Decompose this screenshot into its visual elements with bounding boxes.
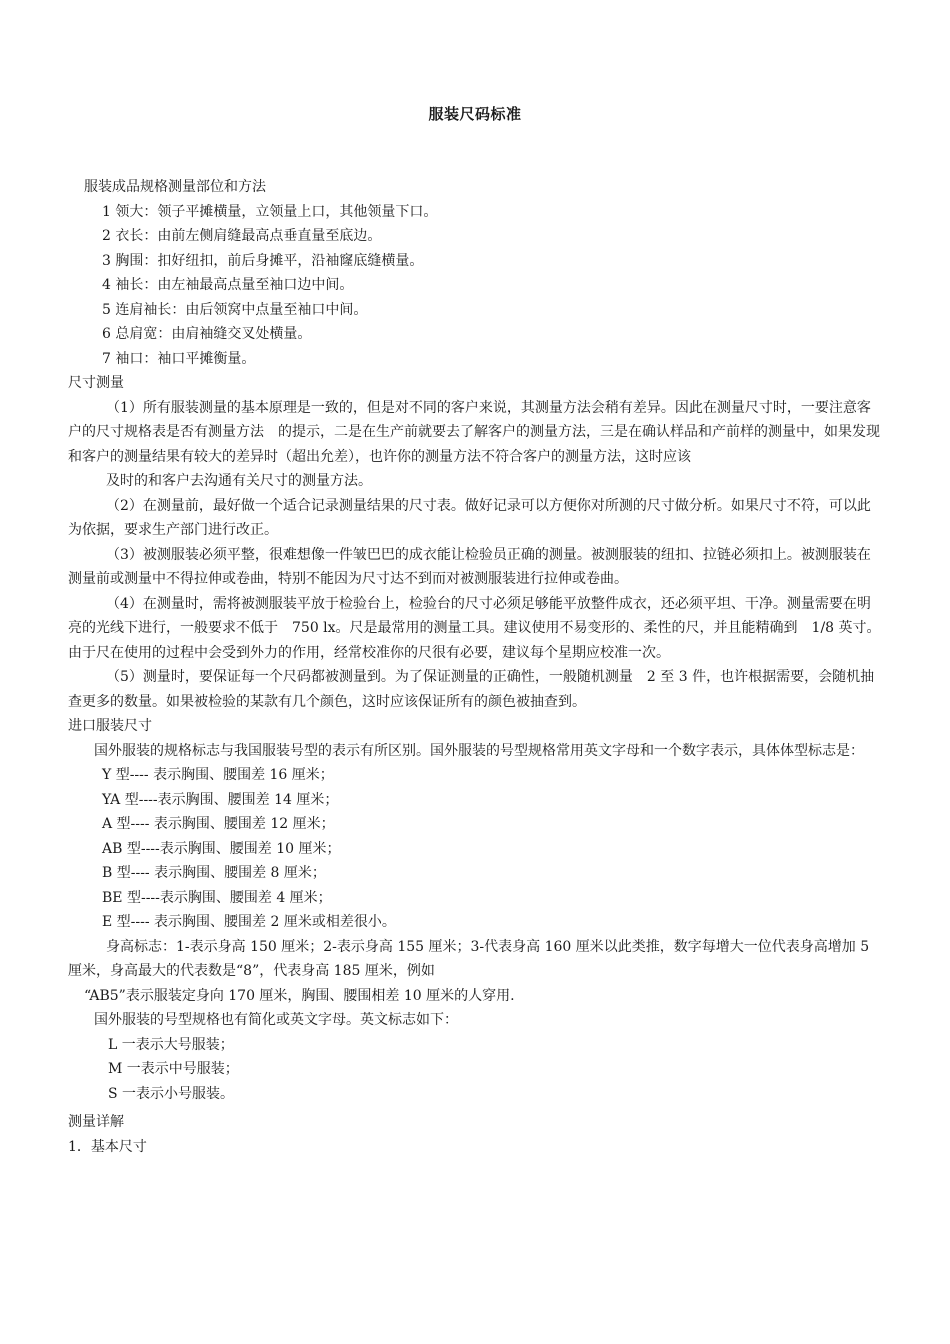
type-item: Y 型---- 表示胸围、腰围差 16 厘米；: [102, 767, 334, 783]
type-item: E 型---- 表示胸围、腰围差 2 厘米或相差很小。: [102, 914, 396, 930]
paragraph: （2）在测量前，最好做一个适合记录测量结果的尺寸表。做好记录可以方便你对所测的尺寸做分析。如果尺寸不符，可以此为依据，要求生产部门进行改正。: [68, 497, 871, 538]
list-item: 3 胸围：扣好纽扣，前后身摊平，沿袖窿底缝横量。: [102, 252, 424, 269]
document-body: [68, 175, 883, 1159]
list-item: 1 领大：领子平摊横量，立领量上口，其他领量下口。: [102, 203, 438, 220]
section-heading-imported-sizes: 进口服装尺寸: [68, 718, 152, 734]
paragraph: （5）测量时，要保证每一个尺码都被测量到。为了保证测量的正确性，一般随机测量 2 至 3 件，也许根据需要，会随机抽查更多的数量。如果被检验的某款有几个颜色，这时应该保证所有的颜色被抽查到。: [68, 669, 875, 710]
list-item: 7 袖口：袖口平摊衡量。: [102, 350, 256, 367]
paragraph: 身高标志：1-表示身高 150 厘米；2-表示身高 155 厘米；3-代表身高 160 厘米以此类推，数字每增大一位代表身高增加 5 厘米，身高最大的代表数是“8”，代表身高 185 厘米，例如: [68, 938, 870, 979]
paragraph: “AB5”表示服装定身向 170 厘米，胸围、腰围相差 10 厘米的人穿用.: [84, 987, 515, 1004]
subheading-basic-size: 1．基本尺寸: [68, 1138, 147, 1155]
list-item: 2 衣长：由前左侧肩缝最高点垂直量至底边。: [102, 228, 382, 244]
type-item: YA 型----表示胸围、腰围差 14 厘米；: [102, 791, 339, 808]
type-item: A 型---- 表示胸围、腰围差 12 厘米；: [102, 816, 335, 832]
paragraph: 国外服装的号型规格也有简化或英文字母。英文标志如下：: [94, 1012, 458, 1028]
paragraph: （3）被测服装必须平整，很难想像一件皱巴巴的成衣能让检验员正确的测量。被测服装的纽扣、拉链必须扣上。被测服装在测量前或测量中不得拉伸或卷曲，特别不能因为尺寸达不到而对被测服装进行拉伸或卷曲。: [68, 546, 871, 587]
list-item: 6 总肩宽：由肩袖缝交叉处横量。: [102, 326, 312, 342]
paragraph: （4）在测量时，需将被测服装平放于检验台上，检验台的尺寸必须足够能平放整件成衣，还必须平坦、干净。测量需要在明亮的光线下进行，一般要求不低于 750 lx。尺是最常用的测量工具。建议使用不易变形的、柔性的尺，并且能精确到 1/8 英寸。由于尺在使用的过程中会受到外力的作用，经常校准你的尺很有必要，建议每个星期应校准一次。: [68, 595, 881, 661]
type-item: BE 型----表示胸围、腰围差 4 厘米；: [102, 889, 332, 906]
paragraph: 国外服装的规格标志与我国服装号型的表示有所区别。国外服装的号型规格常用英文字母和一个数字表示，具体体型标志是：: [94, 742, 864, 759]
size-item: M 一表示中号服装；: [108, 1061, 239, 1077]
size-item: S 一表示小号服装。: [108, 1085, 235, 1102]
size-item: L 一表示大号服装；: [108, 1036, 234, 1053]
paragraph: 及时的和客户去沟通有关尺寸的测量方法。: [106, 473, 372, 489]
page-title: 服装尺码标准: [428, 105, 522, 123]
section-heading-size-measurement: 尺寸测量: [68, 375, 124, 391]
section-heading-measurement-details: 测量详解: [68, 1114, 124, 1130]
type-item: B 型---- 表示胸围、腰围差 8 厘米；: [102, 865, 326, 881]
list-item: 5 连肩袖长：由后领窝中点量至袖口中间。: [102, 301, 368, 318]
type-item: AB 型----表示胸围、腰围差 10 厘米；: [102, 840, 341, 857]
paragraph: （1）所有服装测量的基本原理是一致的，但是对不同的客户来说，其测量方法会稍有差异。因此在测量尺寸时，一要注意客户的尺寸规格表是否有测量方法 的提示，二是在生产前就要去了解客户的测量方法，三是在确认样品和产前样的测量中，如果发现和客户的测量结果有较大的差异时（超出允差），也许你的测量方法不符合客户的测量方法，这时应该: [68, 399, 880, 465]
section-heading-measurement-methods: 服装成品规格测量部位和方法: [84, 179, 266, 195]
list-item: 4 袖长：由左袖最高点量至袖口边中间。: [102, 277, 354, 293]
